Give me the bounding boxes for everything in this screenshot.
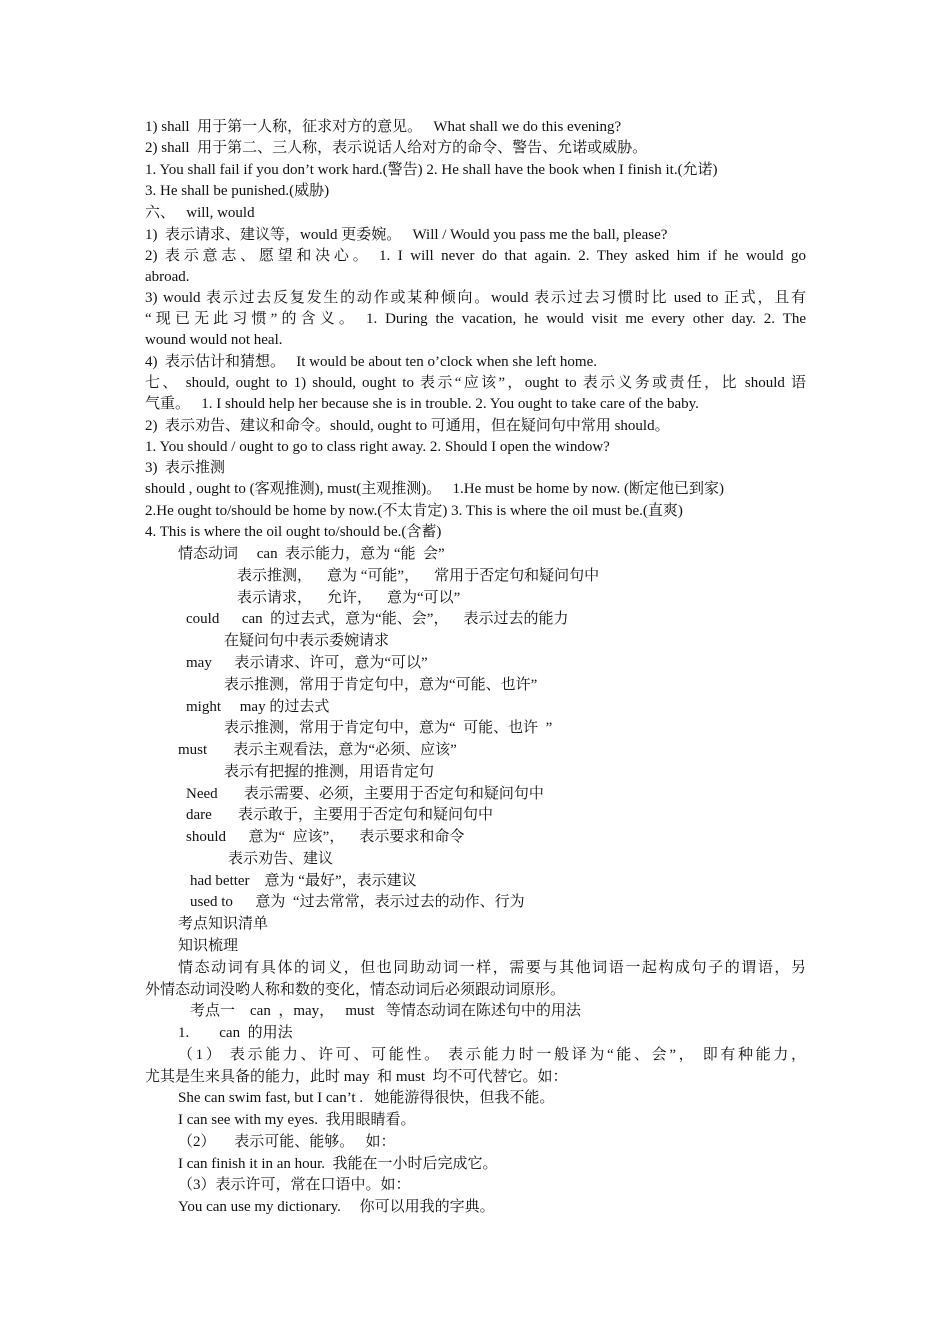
text-line: She can swim fast, but I can’t . 她能游得很快，但我不能。 (178, 1090, 555, 1106)
modal-verb-row: 表示有把握的推测，用语肯定句 (224, 764, 435, 780)
text-line: wound would not heal. (145, 332, 283, 348)
text-line: 3) 表示推测 (145, 460, 225, 476)
text-line: “现已无此习惯”的含义。 1. During the vacation, he would visit me every other day. 2. The (145, 311, 806, 327)
text-line: 2.He ought to/should be home by now.(不太肯定) 3. This is where the oil must be.(直爽) (145, 503, 683, 519)
text-line: （3）表示许可，常在口语中。如： (178, 1177, 411, 1193)
text-line: （1） 表示能力、许可、可能性。 表示能力时一般译为“能、会”， 即有种能力， (178, 1047, 806, 1063)
modal-verb-row: 表示请求， 允许， 意为“可以” (237, 590, 461, 606)
text-line: 1. can 的用法 (178, 1025, 293, 1041)
text-line: 3) would 表示过去反复发生的动作或某种倾向。would 表示过去习惯时比 used to 正式，且有 (145, 290, 806, 306)
modal-verb-row: 表示推测，常用于肯定句中，意为“ 可能、也许 ” (224, 720, 553, 736)
modal-verb-row: 情态动词 can 表示能力，意为 “能 会” (178, 546, 445, 562)
section-heading: 六、 will, would (145, 205, 255, 221)
modal-verb-row: 表示劝告、建议 (228, 851, 334, 867)
modal-verb-row: might may 的过去式 (186, 699, 330, 715)
section-heading: 知识梳理 (178, 938, 239, 954)
text-line: 2) shall 用于第二、三人称，表示说话人给对方的命令、警告、允诺或威胁。 (145, 140, 648, 156)
text-line: 1) shall 用于第一人称，征求对方的意见。 What shall we do this evening? (145, 119, 622, 135)
text-line: You can use my dictionary. 你可以用我的字典。 (178, 1199, 495, 1215)
modal-verb-row: 表示推测，常用于肯定句中，意为“可能、也许” (224, 677, 538, 693)
modal-verb-row: 在疑问句中表示委婉请求 (224, 633, 390, 649)
text-line: 3. He shall be punished.(威胁) (145, 183, 330, 199)
modal-verb-row: could can 的过去式，意为“能、会”， 表示过去的能力 (186, 611, 569, 627)
text-line: 气重。 1. I should help her because she is in trouble. 2. You ought to take care of the baby. (145, 396, 699, 412)
text-line: 1. You shall fail if you don’t work hard.(警告) 2. He shall have the book when I finish it.(允诺) (145, 162, 718, 178)
text-line: abroad. (145, 269, 190, 285)
text-line: 情态动词有具体的词义，但也同助动词一样，需要与其他词语一起构成句子的谓语，另 (178, 960, 806, 976)
modal-verb-row: dare 表示敢于，主要用于否定句和疑问句中 (186, 807, 494, 823)
modal-verb-row: should 意为“ 应该”， 表示要求和命令 (186, 829, 465, 845)
section-heading: 七、 should, ought to 1) should, ought to 表示“应该”，ought to 表示义务或责任，比 should 语 (145, 375, 806, 391)
text-line: I can see with my eyes. 我用眼睛看。 (178, 1112, 416, 1128)
text-line: 外情态动词没哟人称和数的变化，情态动词后必须跟动词原形。 (145, 982, 566, 998)
text-line: 1) 表示请求、建议等，would 更委婉。 Will / Would you pass me the ball, please? (145, 227, 668, 243)
text-line: 1. You should / ought to go to class right away. 2. Should I open the window? (145, 439, 610, 455)
section-heading: 考点一 can ，may， must 等情态动词在陈述句中的用法 (190, 1003, 581, 1019)
modal-verb-row: Need 表示需要、必须，主要用于否定句和疑问句中 (186, 786, 544, 802)
section-heading: 考点知识清单 (178, 916, 269, 932)
modal-verb-row: used to 意为 “过去常常，表示过去的动作、行为 (190, 894, 525, 910)
text-line: I can finish it in an hour. 我能在一小时后完成它。 (178, 1156, 498, 1172)
modal-verb-row: may 表示请求、许可，意为“可以” (186, 655, 428, 671)
text-line: 尤其是生来具备的能力，此时 may 和 must 均不可代替它。如： (145, 1069, 568, 1085)
text-line: should , ought to (客观推测), must(主观推测)。 1.He must be home by now. (断定他已到家) (145, 481, 724, 497)
text-line: 2) 表示劝告、建议和命令。should, ought to 可通用，但在疑问句中常用 should。 (145, 418, 670, 434)
text-line: （2） 表示可能、能够。 如： (178, 1134, 396, 1150)
modal-verb-row: 表示推测， 意为 “可能”， 常用于否定句和疑问句中 (237, 568, 600, 584)
modal-verb-row: must 表示主观看法，意为“必须、应该” (178, 742, 457, 758)
text-line: 4) 表示估计和猜想。 It would be about ten o’clock when she left home. (145, 354, 597, 370)
text-line: 2) 表示意志、愿望和决心。 1. I will never do that again. 2. They asked him if he would go (145, 248, 806, 264)
text-line: 4. This is where the oil ought to/should be.(含蓄) (145, 524, 442, 540)
modal-verb-row: had better 意为 “最好”，表示建议 (190, 873, 417, 889)
